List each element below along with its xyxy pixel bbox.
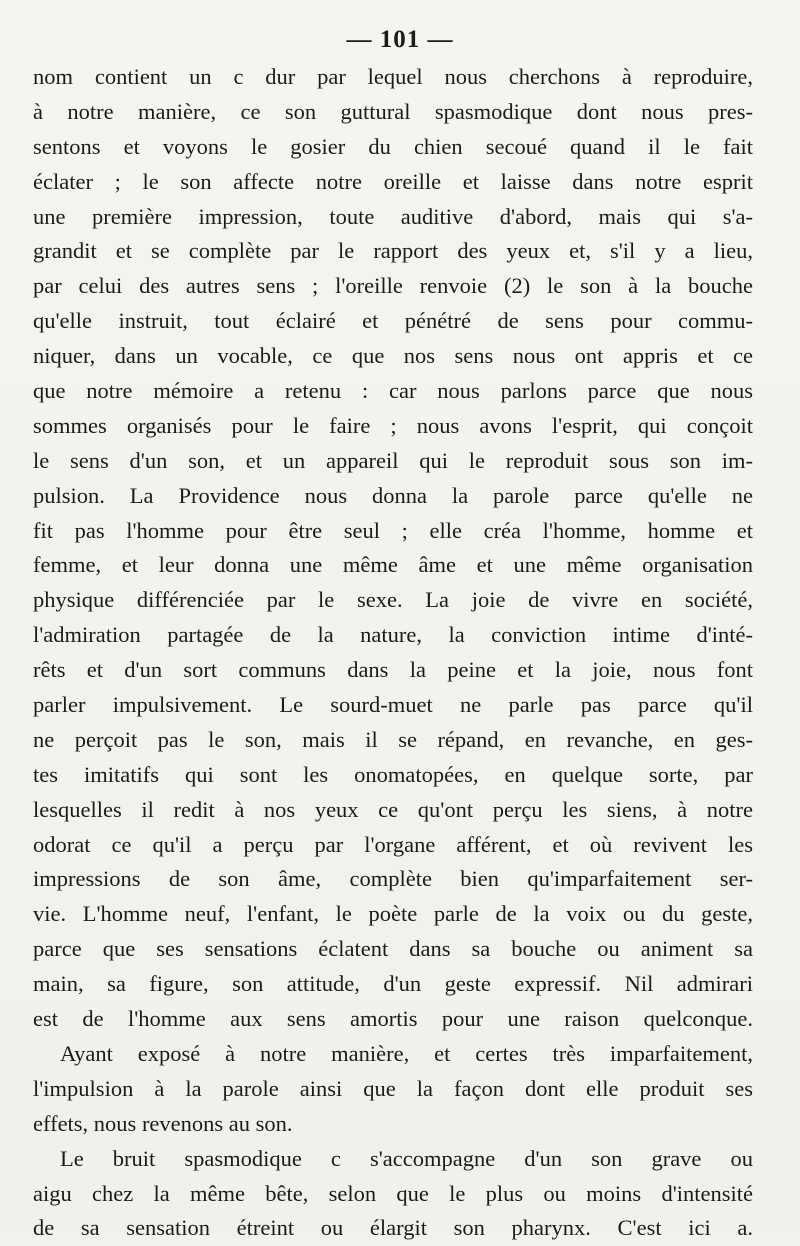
text-line: une première impression, toute auditive d'abord, mais qui s'a- — [33, 203, 753, 229]
text-line: qu'elle instruit, tout éclairé et pénétré de sens pour commu- — [33, 308, 753, 334]
text-line: à notre manière, ce son guttural spasmodique dont nous pres- — [33, 98, 753, 124]
body-text — [33, 60, 753, 1246]
text-line: aigu chez la même bête, selon que le plus ou moins d'intensité — [33, 1180, 753, 1206]
text-line: de sa sensation étreint ou élargit son pharynx. C'est ici a. — [33, 1215, 753, 1241]
paragraph-end-line: effets, nous revenons au son. — [33, 1110, 293, 1136]
text-line: main, sa figure, son attitude, d'un geste expressif. Nil admirari — [33, 971, 753, 997]
paragraph-start-line: Le bruit spasmodique c s'accompagne d'un son grave ou — [60, 1145, 753, 1171]
text-line: nom contient un c dur par lequel nous cherchons à reproduire, — [33, 64, 753, 89]
paragraph-start-line: Ayant exposé à notre manière, et certes très imparfaitement, — [60, 1040, 753, 1066]
text-line: physique différenciée par le sexe. La joie de vivre en société, — [33, 587, 753, 613]
text-line: le sens d'un son, et un appareil qui le reproduit sous son im- — [33, 447, 753, 473]
text-line: ne perçoit pas le son, mais il se répand, en revanche, en ges- — [33, 726, 753, 752]
text-line: impressions de son âme, complète bien qu'imparfaitement ser- — [33, 866, 753, 892]
text-line: est de l'homme aux sens amortis pour une raison quelconque. — [33, 1006, 753, 1032]
text-line: éclater ; le son affecte notre oreille et laisse dans notre esprit — [33, 168, 753, 194]
text-line: par celui des autres sens ; l'oreille renvoie (2) le son à la bouche — [33, 273, 753, 299]
text-line: grandit et se complète par le rapport des yeux et, s'il y a lieu, — [33, 238, 753, 264]
text-line: que notre mémoire a retenu : car nous parlons parce que nous — [33, 378, 753, 404]
text-line: fit pas l'homme pour être seul ; elle créa l'homme, homme et — [33, 517, 753, 543]
text-line: lesquelles il redit à nos yeux ce qu'ont perçu les siens, à notre — [33, 796, 753, 822]
text-line: vie. L'homme neuf, l'enfant, le poète parle de la voix ou du geste, — [33, 901, 753, 927]
text-line: odorat ce qu'il a perçu par l'organe afférent, et où revivent les — [33, 831, 753, 857]
text-line: tes imitatifs qui sont les onomatopées, en quelque sorte, par — [33, 761, 753, 787]
text-line: sommes organisés pour le faire ; nous avons l'esprit, qui conçoit — [33, 412, 753, 438]
text-line: femme, et leur donna une même âme et une même organisation — [33, 552, 753, 578]
text-line: parce que ses sensations éclatent dans sa bouche ou animent sa — [33, 936, 753, 962]
text-line: l'impulsion à la parole ainsi que la façon dont elle produit ses — [33, 1075, 753, 1101]
text-line: sentons et voyons le gosier du chien secoué quand il le fait — [33, 133, 753, 159]
text-line: l'admiration partagée de la nature, la conviction intime d'inté- — [33, 622, 753, 648]
text-line: pulsion. La Providence nous donna la parole parce qu'elle ne — [33, 482, 753, 508]
page-number: — 101 — — [346, 26, 454, 53]
text-line: niquer, dans un vocable, ce que nos sens nous ont appris et ce — [33, 343, 753, 369]
text-line: rêts et d'un sort communs dans la peine et la joie, nous font — [33, 657, 753, 683]
text-line: parler impulsivement. Le sourd-muet ne parle pas parce qu'il — [33, 692, 753, 718]
